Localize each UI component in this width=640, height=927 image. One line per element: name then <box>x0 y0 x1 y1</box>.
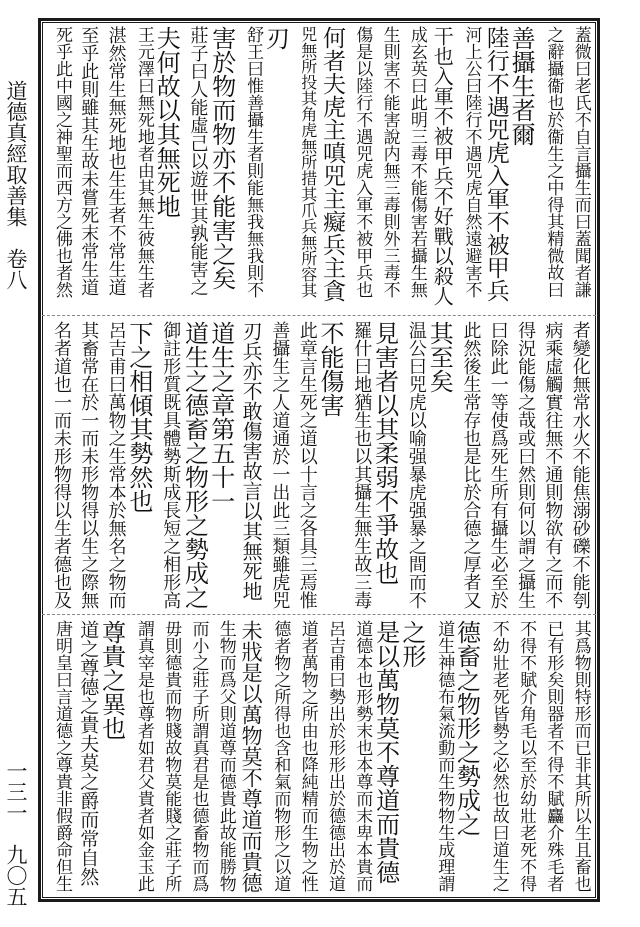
text-column: 道德本也形勢末也本尊而末卑本貴而 <box>352 620 373 892</box>
text-column: 病乘虛觸實往無不通則物欲有之而不 <box>542 321 564 609</box>
text-column: 尊貴之異也 <box>97 620 126 740</box>
text-column: 者變化無常水火不能焦溺砂礫不能刳 <box>569 321 591 609</box>
text-column: 夫何故以其無死地 <box>152 26 181 218</box>
text-column: 曰除此一等使爲死生所有攝生必至於 <box>487 321 509 609</box>
text-column: 王元澤曰無死地者由其無生彼無生者 <box>133 26 154 298</box>
text-column: 見害者以其柔弱不爭故也 <box>370 321 399 585</box>
text-column: 呂吉甫曰萬物之生常本於無名之物而 <box>105 321 127 609</box>
text-column: 成玄英曰此明三毒不能傷害若攝生無 <box>406 26 427 298</box>
margin-title: 道德真經取善集 卷八 <box>4 80 28 290</box>
text-column: 湛然常生無死地也生生者不常生道 <box>105 26 127 296</box>
text-column: 下之相傾其勢然也 <box>124 321 153 513</box>
text-column: 河上公曰陸行不遇兕虎自然遠避害不 <box>461 26 482 298</box>
text-column: 羅什曰地猶生也以其攝生無生故三毒 <box>351 321 373 609</box>
text-column: 未戕是以萬物莫不尊道而貴德 <box>239 620 264 893</box>
text-column: 德者物之所得也含和氣而物形之以道 <box>270 620 291 892</box>
text-column: 生物而爲父則道尊而德貴此故能勝物 <box>215 620 236 892</box>
text-column: 之辭攝衞也於衞生之中得其精微故曰 <box>543 26 564 298</box>
text-column: 善攝生之人道通於一出此三類雖虎兕 <box>269 321 291 609</box>
text-column: 干也入軍不被甲兵不好戰以殺人 <box>430 26 455 306</box>
text-column: 德畜之物形之勢成之 <box>452 620 481 836</box>
block-separator <box>42 315 596 316</box>
text-column: 死乎此中國之神聖而西方之佛也者然 <box>52 26 72 298</box>
text-column: 道者萬物之所由也降純精而生物之性 <box>297 620 318 892</box>
text-column: 是以萬物莫不尊道而貴德 <box>371 620 400 884</box>
text-column: 御註形質既具體勢斯成長短之相形高 <box>160 321 182 609</box>
text-column: 蓋微曰老氏不自言攝生而曰蓋聞者謙 <box>570 26 591 298</box>
text-column: 道生之德畜之物形之勢成之 <box>180 321 209 609</box>
text-column: 刃兵亦不敢傷害故言以其無死地 <box>239 321 264 601</box>
text-column: 已有形矣則器者不得不賦麤介殊毛者 <box>543 620 564 892</box>
text-column: 生則害不能害說内無三毒則外三毒不 <box>379 26 400 298</box>
text-column: 道生之章第五十一 <box>206 321 235 513</box>
text-column: 唐明皇曰言道德之尊貴非假爵命但生 <box>52 620 72 892</box>
text-column: 兕無所投其角虎無所措其爪兵無所容其 <box>298 26 318 298</box>
text-column: 呂吉甫曰勢出於形形出於德德出於道 <box>325 620 345 892</box>
text-column: 得況能傷之哉或曰然則何以謂之攝生 <box>515 321 537 609</box>
text-column: 道生神德布氣流動而生物物生成理謂 <box>434 620 455 892</box>
text-column: 温公曰兕虎以喻强暴虎强暴之間而不 <box>405 321 427 609</box>
text-column: 毋則德貴而物賤故物莫能賤之莊子所 <box>161 620 182 892</box>
text-column: 善攝生者爾 <box>507 26 536 146</box>
text-column: 其爲物則特形而已非其所以生且畜也 <box>570 620 591 892</box>
text-column: 之形 <box>397 620 426 668</box>
text-column: 而小之莊子所謂真君是也德畜物而爲 <box>188 620 209 892</box>
text-column: 道之尊德之貴夫莫之爵而常自然 <box>77 620 100 886</box>
text-column: 何者夫虎主嗔兕主癡兵主貪 <box>319 26 345 302</box>
block-separator <box>42 614 596 615</box>
text-column: 莊子曰人能虛己以遊世其孰能害之 <box>187 26 209 296</box>
text-column: 此然後生常存也是比於合德之厚者又 <box>460 321 482 609</box>
text-column: 謂真宰是也尊者如君父貴者如金玉此 <box>133 620 154 892</box>
text-column: 傷是以陸行不遇兕虎入軍不被甲兵也 <box>352 26 373 298</box>
text-column: 刃 <box>261 26 290 50</box>
text-column: 不得不賦介角毛以至於幼壯老死不得 <box>516 620 537 892</box>
page-number: 一三一 九〇五 <box>4 760 28 907</box>
text-column: 陸行不遇兕虎入軍不被甲兵 <box>482 26 509 302</box>
text-column: 害於物而物亦不能害之矣 <box>207 26 236 290</box>
text-column: 其至矣 <box>425 321 454 393</box>
text-column: 不幼壯老死皆勢之必然也故曰道生之 <box>488 620 509 892</box>
text-column: 名者道也一而未形物得以生者德也及 <box>51 321 72 609</box>
text-column: 舒王曰惟善攝生者則能無我無我則不 <box>243 26 264 298</box>
text-column: 其畜常在於一而未形物得以生之際無 <box>78 321 100 609</box>
text-column: 不能傷害 <box>316 321 344 417</box>
text-column: 此章言生死之道以十言之各具三焉惟 <box>296 321 318 609</box>
text-column: 至乎此則雖其生故未嘗死末常生道 <box>78 26 100 296</box>
